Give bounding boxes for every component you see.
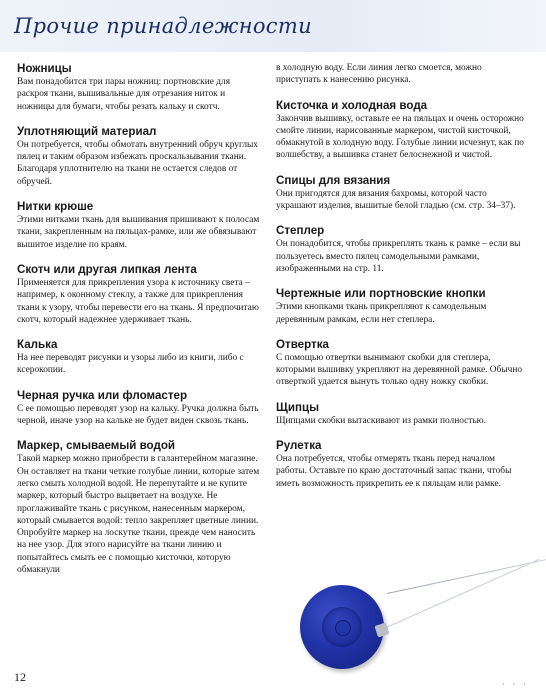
section-body: Они пригодятся для вязания бахромы, которой часто украшают изделия, вышитые белой гладью (см. стр. 34–37). bbox=[276, 188, 516, 212]
section-scissors bbox=[17, 62, 263, 113]
section-pliers bbox=[276, 401, 526, 427]
section-heading: Скотч или другая липкая лента bbox=[17, 262, 197, 276]
section-water-marker bbox=[17, 439, 263, 576]
section-heading: Нитки крюше bbox=[17, 200, 94, 214]
section-body: Вам понадобится три пары ножниц: портновские для раскроя ткани, вышивальные для отрезания ниток и ножницы для бумаги, чтобы резать кальку и скотч. bbox=[17, 77, 231, 112]
section-body: Щипцами скобки вытаскивают из рамки полностью. bbox=[276, 415, 487, 426]
section-screwdriver bbox=[276, 338, 526, 389]
section-heading: Рулетка bbox=[276, 439, 322, 453]
tape-measure-strip-edge bbox=[384, 559, 540, 629]
right-column bbox=[276, 62, 526, 502]
left-column bbox=[17, 62, 263, 588]
section-heading: Уплотняющий материал bbox=[17, 124, 157, 138]
section-body: С помощью отвертки вынимают скобки для степлера, которыми вышивку укрепляют на деревянной рамке. Обычно отверткой удается вынуть только одну ножку скобки. bbox=[276, 352, 523, 388]
section-crochet-thread bbox=[17, 200, 263, 251]
section-heading: Отвертка bbox=[276, 337, 329, 351]
section-body: Он потребуется, чтобы обмотать внутренний обруч круглых пялец и таким образом избежать проскальзывания ткани. Благодаря уплотнителю на ткани не остается следов от обручей. bbox=[17, 139, 258, 187]
section-heading: Черная ручка или фломастер bbox=[17, 388, 188, 402]
section-padding-material bbox=[17, 125, 263, 188]
section-heading: Спицы для вязания bbox=[276, 173, 391, 187]
section-body: Этими кнопками ткань прикрепляют к самодельным деревянным рамкам, если нет степлера. bbox=[276, 302, 487, 325]
tape-measure-image bbox=[300, 585, 384, 669]
section-knitting-needles bbox=[276, 174, 526, 213]
continued-text: в холодную воду. Если линия легко смоется, можно приступать к нанесению рисунка. bbox=[276, 63, 482, 86]
section-black-pen bbox=[17, 389, 263, 428]
section-brush-water bbox=[276, 99, 526, 162]
section-tape-measure bbox=[276, 439, 526, 490]
section-tape bbox=[17, 263, 263, 326]
section-stapler bbox=[276, 224, 526, 275]
page-number: 12 bbox=[14, 670, 26, 684]
tape-measure-button bbox=[335, 620, 351, 636]
section-body: Он понадобится, чтобы прикреплять ткань к рамке – если вы пользуетесь вместо пялец самодельными рамками, изображенными на стр. 11. bbox=[276, 239, 521, 274]
section-body: Этими нитками ткань для вышивания пришивают к полосам ткани, закрепленным на пяльцах-рамке, или же обвязывают вышитое изделие по краям. bbox=[17, 215, 260, 250]
page-title: Прочие принадлежности bbox=[14, 14, 312, 38]
section-heading: Маркер, смываемый водой bbox=[17, 439, 176, 453]
section-body: Закончив вышивку, оставьте ее на пяльцах и очень осторожно смойте линии, нарисованные маркером, чистой кисточкой, обмакнутой в холодную воду. Голубые линии исчезнут, как по волшебству, а вышивка станет белоснежной и чистой. bbox=[276, 113, 524, 161]
section-heading: Калька bbox=[17, 338, 58, 352]
section-heading: Ножницы bbox=[17, 62, 72, 75]
section-pins bbox=[276, 287, 526, 326]
section-heading: Степлер bbox=[276, 224, 325, 238]
section-heading: Чертежные или портновские кнопки bbox=[276, 287, 486, 301]
section-body: На нее переводят рисунки и узоры либо из книги, либо с ксерокопии. bbox=[17, 353, 244, 376]
scan-artifact: · · · bbox=[502, 680, 529, 689]
section-heading: Щипцы bbox=[276, 400, 319, 414]
tape-measure-tab bbox=[374, 622, 389, 637]
section-tracing-paper bbox=[17, 338, 263, 377]
section-heading: Кисточка и холодная вода bbox=[276, 98, 428, 112]
section-body: Применяется для прикрепления узора к источнику света – например, к оконному стеклу, а также для прикрепления ткани к узору, чтобы перевести его на ткань. Я предпочитаю скотч, который надежнее удерживает ткань. bbox=[17, 277, 259, 325]
section-body: С ее помощью переводят узор на кальку. Ручка должна быть черной, иначе узор на кальке не будет виден сквозь ткань. bbox=[17, 403, 259, 427]
section-body: Она потребуется, чтобы отмерять ткань перед началом работы. Оставьте по краю достаточный запас ткани, чтобы иметь возможность прикрепить ее к пяльцам или рамке. bbox=[276, 454, 512, 489]
section-body: Такой маркер можно приобрести в галантерейном магазине. Он оставляет на ткани четкие голубые линии, которые затем легко смыть холодной водой. Не перепутайте и не купите маркер, который быстро выцветает на воздухе. Не проглаживайте ткань с рисунком, нанесенным маркером, который смывается водой: тепло закрепляет цветные линии. Опробуйте маркер на лоскутке ткани, прежде чем наносить на нее узор. Для этого нарисуйте на ткани линию и попытайтесь смыть ее с помощью кисточки, которую обмакнули bbox=[17, 454, 260, 576]
tape-measure-strip bbox=[387, 558, 546, 595]
